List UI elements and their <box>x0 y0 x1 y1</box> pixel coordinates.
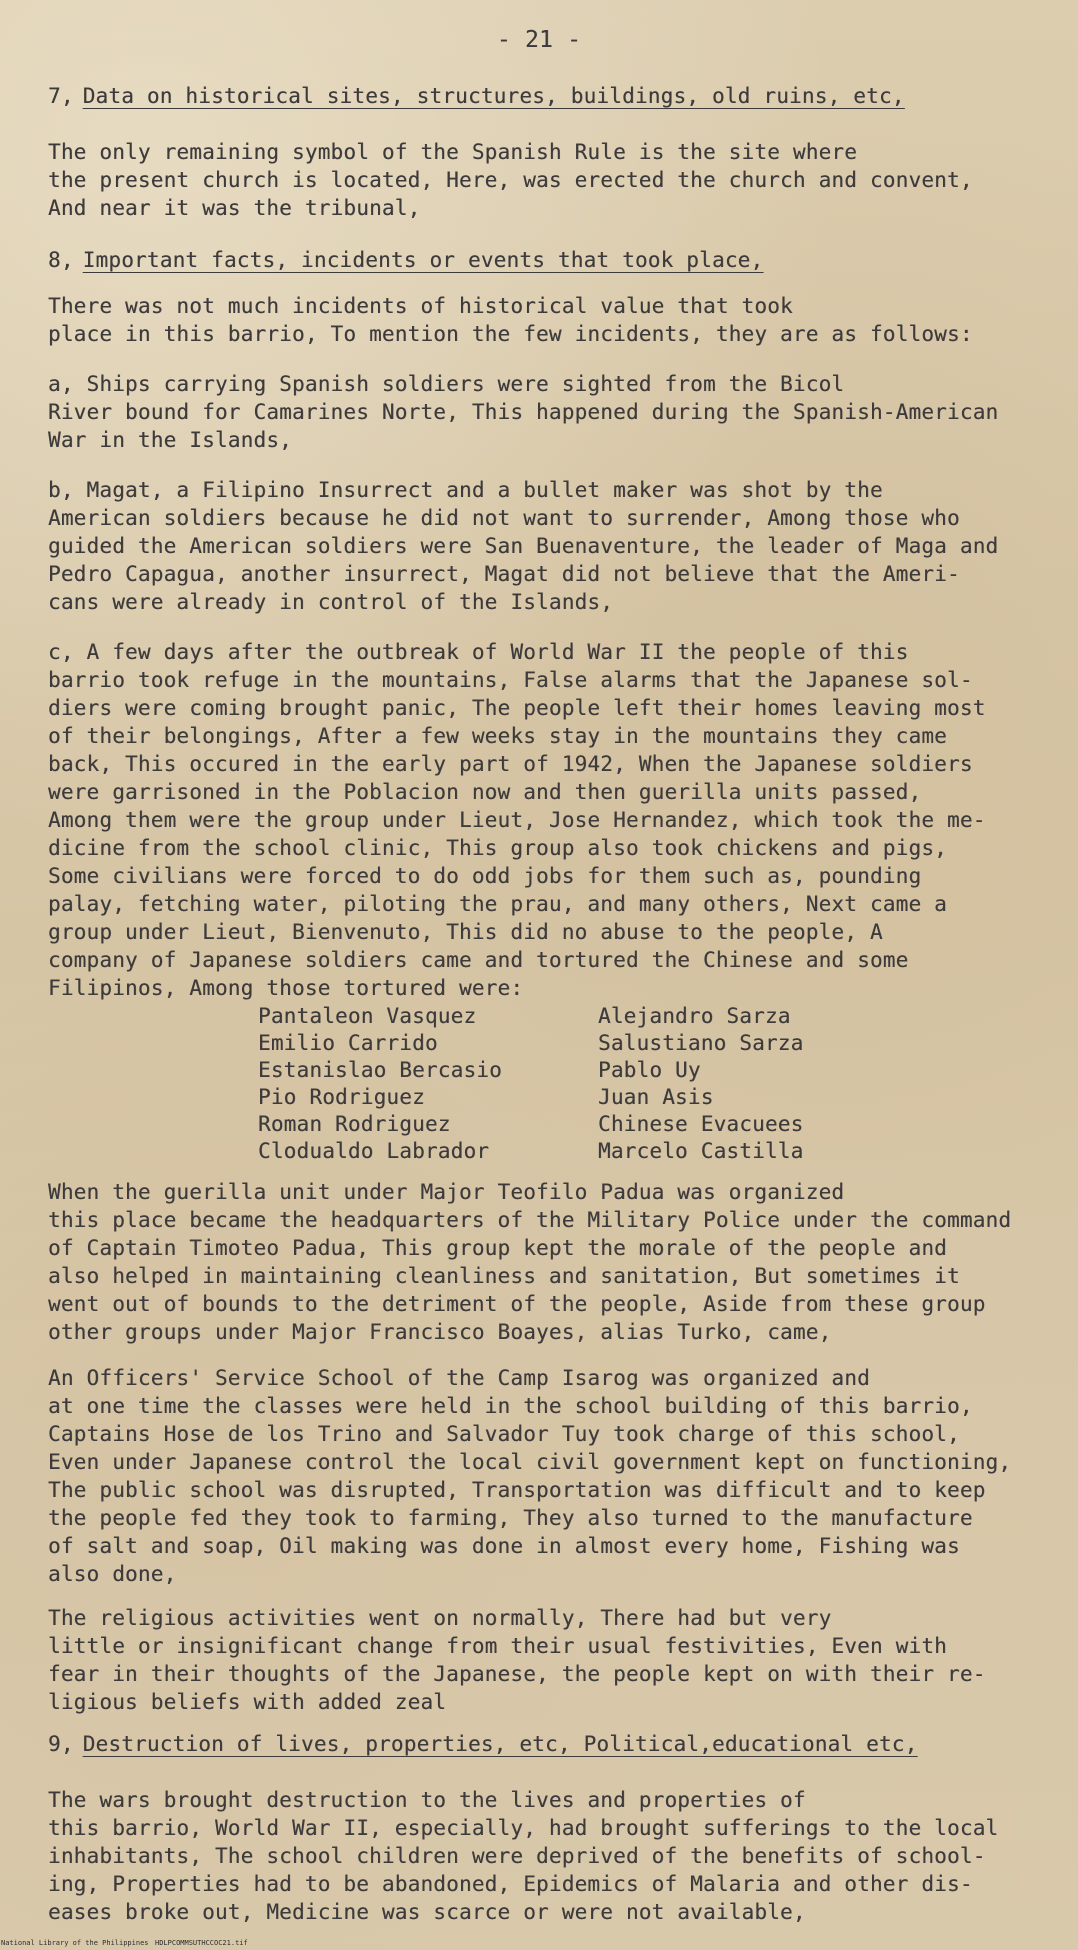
religious-activities-paragraph: The religious activities went on normally, There had but very little or insignificant change from their usual festivities, Even with fear in their thoughts of the Japanese, the people kept on with their re- ligious beliefs with added zeal <box>48 1606 986 1714</box>
section-heading-destruction <box>48 1730 918 1758</box>
section-heading-historical-sites <box>48 82 905 110</box>
section-title: Destruction of lives, properties, etc, Political,educational etc, <box>82 1732 918 1756</box>
tortured-name: Pantaleon Vasquez <box>258 1004 477 1028</box>
scan-footer <box>0 1939 1078 1950</box>
officers-service-school-paragraph: An Officers' Service School of the Camp Isarog was organized and at one time the classes were held in the school building of this barrio, Captains Hose de los Trino and Salvador Tuy took charge of this school, Even under Japanese control the local civil government kept on functioning, The public school was disrupted, Transportation was difficult and to keep the people fed they took to farming, They also turned to the manufacture of salt and soap, Oil making was done in almost every home, Fishing was also done, <box>48 1366 1012 1586</box>
tortured-name: Pio Rodriguez <box>258 1085 425 1109</box>
section-title: Data on historical sites, structures, buildings, old ruins, etc, <box>82 84 905 108</box>
tortured-names-list <box>258 1003 838 1165</box>
tortured-name: Alejandro Sarza <box>598 1004 791 1028</box>
historical-sites-paragraph: The only remaining symbol of the Spanish Rule is the site where the present church is located, Here, was erected the church and convent, And near it was the tribunal, <box>48 140 973 220</box>
incident-c-paragraph: c, A few days after the outbreak of World War II the people of this barrio took refuge in the mountains, False alarms that the Japanese sol- diers were coming brought panic, The people left their homes leaving most of their belongings, After a few weeks stay in the mountains they came back, This occured in the early part of 1942, When the Japanese soldiers were garrisoned in the Poblacion now and then guerilla units passed, Among them were the group under Lieut, Jose Hernandez, which took the me- dicine from the school clinic, This group also took chickens and pigs, Some civilians were forced to do odd jobs for them such as, pounding palay, fetching water, piloting the prau, and many others, Next came a group under Lieut, Bienvenuto, This did no abuse to the people, A company of Japanese soldiers came and tortured the Chinese and some Filipinos, Among those tortured were: <box>48 640 986 1000</box>
section-title: Important facts, incidents or events that took place, <box>82 248 764 272</box>
tortured-name: Salustiano Sarza <box>598 1031 804 1055</box>
tortured-names-right-column <box>598 1003 838 1165</box>
incident-b-paragraph: b, Magat, a Filipino Insurrect and a bullet maker was shot by the American soldiers because he did not want to surrender, Among those who guided the American soldiers were San Buenaventure, the leader of Maga and Pedro Capagua, another insurrect, Magat did not believe that the Ameri- cans were already in control of the Islands, <box>48 478 999 614</box>
guerilla-unit-paragraph: When the guerilla unit under Major Teofilo Padua was organized this place became the headquarters of the Military Police under the command of Captain Timoteo Padua, This group kept the morale of the people and also helped in maintaining cleanliness and sanitation, But sometimes it went out of bounds to the detriment of the people, Aside from these group other groups under Major Francisco Boayes, alias Turko, came, <box>48 1180 1012 1344</box>
tortured-name: Pablo Uy <box>598 1058 701 1082</box>
section-heading-important-facts <box>48 246 763 274</box>
library-credit: National Library of the Philippines <box>1 1939 149 1947</box>
section-number: 8, <box>48 248 74 272</box>
tortured-name: Juan Asis <box>598 1085 714 1109</box>
scan-file-name: HDLPCOMMSUTHCCOC21.tif <box>155 1939 248 1947</box>
page-number: - 21 - <box>496 27 582 53</box>
tortured-names-left-column <box>258 1003 598 1165</box>
important-facts-intro-paragraph: There was not much incidents of historical value that took place in this barrio, To mention the few incidents, they are as follows: <box>48 294 973 346</box>
tortured-name: Estanislao Bercasio <box>258 1058 503 1082</box>
tortured-name: Roman Rodriguez <box>258 1112 451 1136</box>
destruction-paragraph: The wars brought destruction to the lives and properties of this barrio, World War II, especially, had brought sufferings to the local inhabitants, The school children were deprived of the benefits of school- ing, Properties had to be abandoned, Epidemics of Malaria and other dis- eases broke out, Medicine was scarce or were not available, <box>48 1788 999 1924</box>
tortured-name: Chinese Evacuees <box>598 1112 804 1136</box>
section-number: 9, <box>48 1732 74 1756</box>
incident-a-paragraph: a, Ships carrying Spanish soldiers were sighted from the Bicol River bound for Camarines Norte, This happened during the Spanish-American War in the Islands, <box>48 372 999 452</box>
tortured-name: Marcelo Castilla <box>598 1139 804 1163</box>
tortured-name: Clodualdo Labrador <box>258 1139 490 1163</box>
tortured-name: Emilio Carrido <box>258 1031 438 1055</box>
section-number: 7, <box>48 84 74 108</box>
